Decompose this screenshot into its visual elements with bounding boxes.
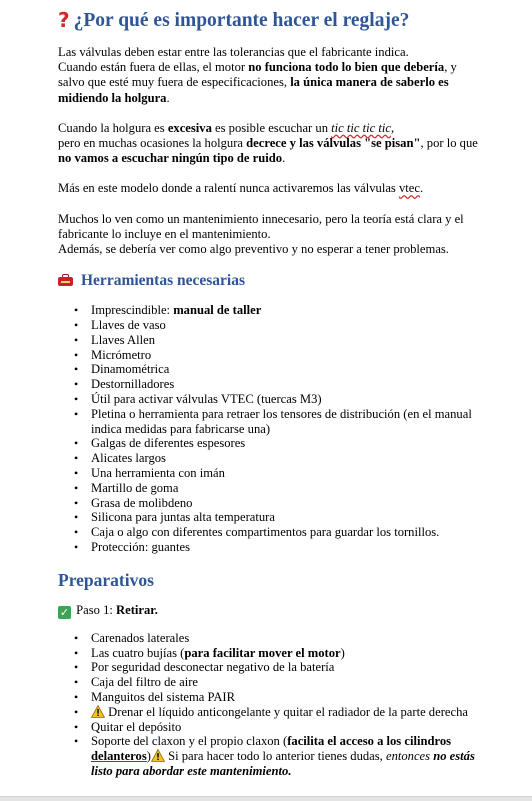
prep-item-drenar: Drenar el líquido anticongelante y quitar el radiador de la parte derecha: [108, 704, 468, 719]
intro-p2-text-b: es posible escuchar un: [211, 120, 332, 135]
check-mark-icon: ✓: [59, 605, 70, 619]
tools-heading: [58, 271, 482, 291]
list-item: • Llaves de vaso: [91, 318, 482, 333]
step-1-bold: Retirar.: [116, 602, 158, 617]
list-item: • Una herramienta con imán: [91, 466, 482, 481]
intro-paragraph-4: [58, 212, 482, 258]
list-item: • Galgas de diferentes espesores: [91, 436, 482, 451]
intro-p4-text-b: Además, se debería ver como algo preventivo y no esperar a tener problemas.: [58, 242, 449, 257]
step-1-line: [58, 603, 482, 619]
intro-p2-bold-d: decrece y las válvulas "se pisan": [246, 136, 421, 151]
warning-icon: [151, 749, 165, 762]
list-item: • Llaves Allen: [91, 333, 482, 348]
intro-p4-text-a: Muchos lo ven como un mantenimiento innecesario, pero la teoría está clara y el fabricante lo incluye en el mantenimiento.: [58, 211, 464, 241]
intro-p2-text-f: .: [282, 151, 286, 166]
list-item: • Manguitos del sistema PAIR: [91, 690, 482, 705]
warning-icon: [91, 705, 105, 718]
prep-item-bujias-text: Las cuatro bujías (: [91, 645, 185, 660]
list-item: [91, 646, 482, 661]
intro-p2-text-d: pero en muchas ocasiones la holgura: [58, 136, 247, 151]
tools-first-bold: manual de taller: [173, 303, 262, 318]
question-mark-icon: ?: [58, 8, 70, 32]
step-1-prefix: Paso 1:: [76, 602, 117, 617]
intro-p2-bold-a: excesiva: [167, 120, 212, 135]
intro-p3-text-c: .: [419, 181, 424, 196]
intro-p1-text-d: .: [166, 90, 170, 105]
intro-p1-text-c: , y salvo que esté muy fuera de especificaciones,: [58, 60, 457, 90]
prep-item-claxon-tail: Si para hacer todo lo anterior tienes dudas,: [164, 749, 386, 764]
intro-p2-text-a: Cuando la holgura es: [58, 120, 168, 135]
list-item: [91, 734, 482, 778]
intro-p2-italic-tic: tic tic tic tic: [331, 120, 391, 135]
intro-paragraph-3: [58, 181, 482, 196]
intro-p1-bold-b: no funciona todo lo bien que debería: [248, 60, 445, 75]
list-item: • Por seguridad desconectar negativo de la batería: [91, 660, 482, 675]
intro-p2-bold-e: no vamos a escuchar ningún tipo de ruido: [58, 151, 283, 166]
list-item: • Carenados laterales: [91, 631, 482, 646]
intro-paragraph-2: [58, 121, 482, 167]
list-item: • Micrómetro: [91, 348, 482, 363]
list-item: • Útil para activar válvulas VTEC (tuercas M3): [91, 392, 482, 407]
page-bottom-edge: [0, 796, 532, 801]
list-item: • Dinamométrica: [91, 362, 482, 377]
list-item: [91, 303, 482, 318]
intro-p1-text-b: Cuando están fuera de ellas, el motor: [58, 60, 249, 75]
list-item: • Grasa de molibdeno: [91, 496, 482, 511]
intro-p1-line-a: Las válvulas deben estar entre las tolerancias que el fabricante indica.: [58, 45, 409, 59]
page-title: [58, 8, 482, 33]
prep-item-bujias-end: ): [340, 645, 345, 660]
list-item: • Protección: guantes: [91, 540, 482, 555]
prep-item-claxon-end: ): [146, 749, 151, 764]
intro-paragraph-1: [58, 45, 482, 106]
intro-p1-bold-c: la única manera de saberlo es midiendo la holgura: [58, 75, 449, 105]
intro-p2-text-c: ,: [390, 120, 395, 135]
list-item: • Silicona para juntas alta temperatura: [91, 510, 482, 525]
toolbox-icon: [58, 274, 73, 286]
intro-p2-text-e: , por lo que: [420, 136, 478, 151]
prep-list: [58, 631, 482, 779]
list-item: • Quitar el depósito: [91, 720, 482, 735]
prep-item-claxon-bold-italic: no estás listo para abordar este mantenimiento.: [91, 749, 475, 778]
page-title-text: ¿Por qué es importante hacer el reglaje?: [73, 10, 410, 31]
tools-list: [58, 303, 482, 555]
prep-item-bujias-bold: para facilitar mover el motor: [184, 645, 341, 660]
intro-p3-vtec: vtec: [398, 181, 420, 196]
list-item: • Caja del filtro de aire: [91, 675, 482, 690]
tools-heading-text: Herramientas necesarias: [81, 272, 245, 290]
list-item: • Caja o algo con diferentes compartimentos para guardar los tornillos.: [91, 525, 482, 540]
prep-item-claxon-italic: entonces: [385, 749, 431, 764]
list-item: • Pletina o herramienta para retraer los tensores de distribución (en el manual indica medidas para fabricarse una): [91, 407, 482, 437]
list-item: • Martillo de goma: [91, 481, 482, 496]
list-item: • Destornilladores: [91, 377, 482, 392]
prep-item-claxon-bold-a: facilita el acceso a los cilindros: [287, 734, 452, 749]
prep-item-claxon-bold-b: delanteros: [91, 749, 147, 764]
prep-heading: Preparativos: [58, 569, 154, 590]
list-item: • Alicates largos: [91, 451, 482, 466]
tools-first-prefix: Imprescindible:: [91, 303, 174, 318]
list-item: [91, 705, 482, 720]
intro-p3-text-a: Más en este modelo donde a ralentí nunca activaremos las válvulas: [58, 181, 399, 196]
prep-item-claxon-text: Soporte del claxon y el propio claxon (: [91, 734, 288, 749]
